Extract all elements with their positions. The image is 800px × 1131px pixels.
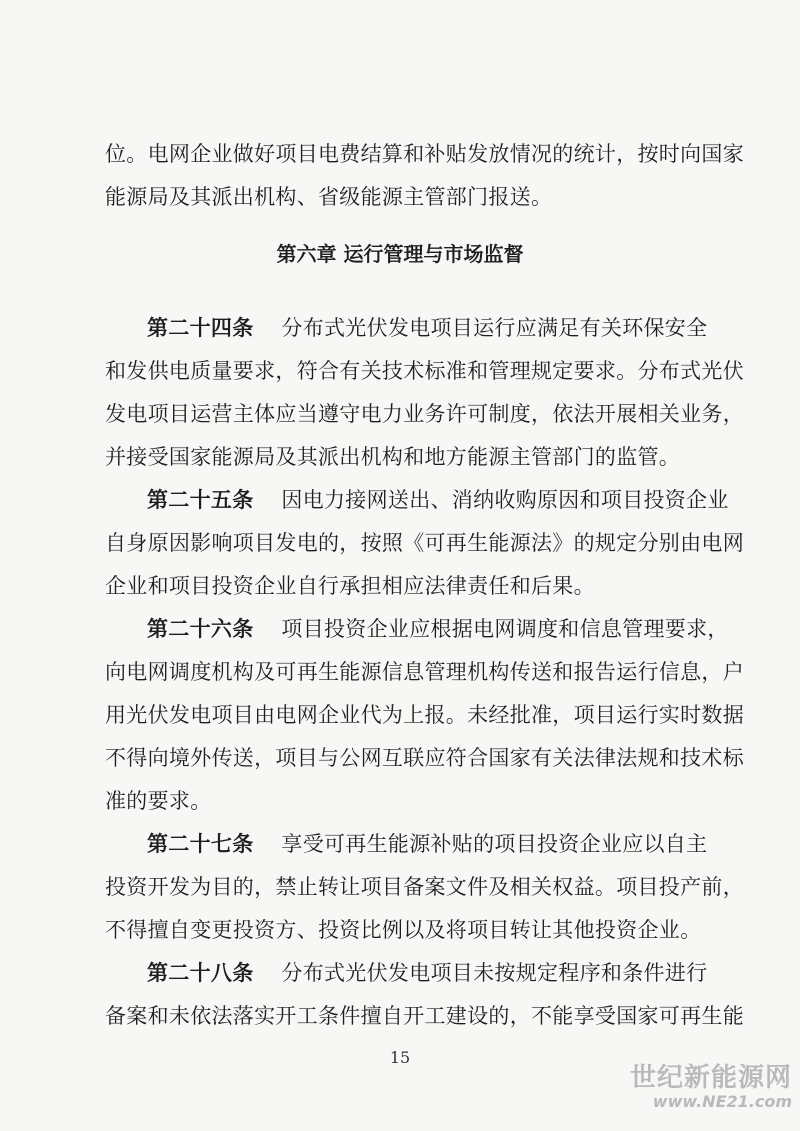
article-text: 分布式光伏发电项目运行应满足有关环保安全	[281, 316, 708, 340]
article-label: 第二十八条	[147, 961, 254, 985]
page-number: 15	[389, 1048, 411, 1067]
article-26-first-line	[147, 615, 729, 643]
watermark-name: 世纪新能源网	[629, 1063, 792, 1093]
body-line: 能源局及其派出机构、省级能源主管部门报送。	[105, 185, 553, 209]
article-27-first-line	[147, 830, 708, 858]
body-line: 并接受国家能源局及其派出机构和地方能源主管部门的监管。	[105, 445, 681, 469]
body-line: 自身原因影响项目发电的，按照《可再生能源法》的规定分别由电网	[105, 531, 744, 555]
article-25-first-line	[147, 486, 729, 514]
body-line: 不得向境外传送，项目与公网互联应符合国家有关法律法规和技术标	[105, 746, 744, 770]
body-line: 位。电网企业做好项目电费结算和补贴发放情况的统计，按时向国家	[105, 142, 744, 166]
watermark-url: www.NE21.com	[652, 1092, 792, 1111]
body-line: 企业和项目投资企业自行承担相应法律责任和后果。	[105, 574, 595, 598]
body-line: 不得擅自变更投资方、投资比例以及将项目转让其他投资企业。	[105, 918, 702, 942]
article-24-first-line	[147, 314, 708, 342]
body-line: 用光伏发电项目由电网企业代为上报。未经批准，项目运行实时数据	[105, 703, 744, 727]
body-line: 发电项目运营主体应当遵守电力业务许可制度，依法开展相关业务，	[105, 402, 744, 426]
body-line: 准的要求。	[105, 789, 212, 813]
article-label: 第二十四条	[147, 316, 254, 340]
article-text: 因电力接网送出、消纳收购原因和项目投资企业	[281, 488, 729, 512]
article-label: 第二十五条	[147, 488, 254, 512]
body-line: 投资开发为目的，禁止转让项目备案文件及相关权益。项目投产前，	[105, 875, 744, 899]
body-line: 向电网调度机构及可再生能源信息管理机构传送和报告运行信息，户	[105, 660, 744, 684]
article-text: 分布式光伏发电项目未按规定程序和条件进行	[281, 961, 708, 985]
article-text: 项目投资企业应根据电网调度和信息管理要求，	[281, 617, 729, 641]
chapter-heading: 第六章 运行管理与市场监督	[276, 242, 524, 266]
body-line: 备案和未依法落实开工条件擅自开工建设的，不能享受国家可再生能	[105, 1004, 744, 1028]
article-28-first-line	[147, 959, 708, 987]
body-line: 和发供电质量要求，符合有关技术标准和管理规定要求。分布式光伏	[105, 359, 744, 383]
article-text: 享受可再生能源补贴的项目投资企业应以自主	[281, 832, 708, 856]
site-watermark	[630, 1057, 792, 1111]
article-label: 第二十七条	[147, 832, 254, 856]
article-label: 第二十六条	[147, 617, 254, 641]
